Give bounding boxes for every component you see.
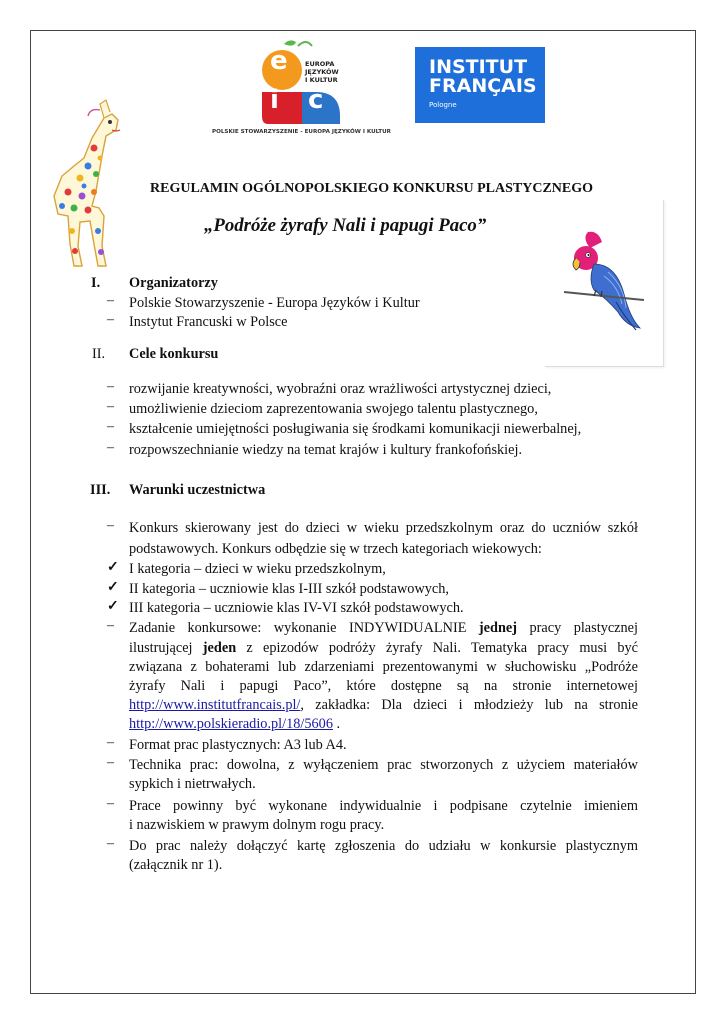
check-icon: ✓ <box>107 580 119 595</box>
category-1: I kategoria – dzieci w wieku przedszkolnym, <box>129 561 386 577</box>
section1-title: Organizatorzy <box>129 275 218 291</box>
p2-bold: jednej <box>478 620 518 636</box>
institut-line1: INSTITUT <box>429 56 528 78</box>
check-icon: ✓ <box>107 599 119 614</box>
section3-p2-line2 <box>129 638 638 658</box>
p2-text: ilustrującej <box>129 640 193 656</box>
section1-item-2: Instytut Francuski w Polsce <box>129 314 288 330</box>
list-dash: – <box>107 293 114 308</box>
p2-text: . <box>332 716 341 732</box>
section3-p2-line1 <box>129 618 638 638</box>
section2-number: II. <box>92 346 106 362</box>
institut-line3: Pologne <box>429 101 457 109</box>
list-dash: – <box>107 836 114 851</box>
document-title: „Podróże żyrafy Nali i papugi Paco” <box>204 215 487 236</box>
list-dash: – <box>107 518 114 533</box>
section3-p2-line3: związana z bohaterami lub zdarzeniami prezentowanymi w słuchowisku „Podróże <box>129 659 638 675</box>
section3-p4-line1: Technika prac: dowolna, z wyłączeniem prac stworzonych z użyciem materiałów <box>129 757 638 773</box>
list-dash: – <box>107 379 114 394</box>
p2-text: pracy plastycznej <box>529 620 638 636</box>
section3-p3: Format prac plastycznych: A3 lub A4. <box>129 737 347 753</box>
section3-number: III. <box>90 482 111 498</box>
institut-francais-link[interactable]: http://www.institutfrancais.pl/ <box>129 697 301 713</box>
list-dash: – <box>107 755 114 770</box>
section2-title: Cele konkursu <box>129 346 219 362</box>
eic-side-line-3: I KULTUR <box>305 76 338 84</box>
eic-letter-i: i <box>270 85 279 115</box>
section3-p4-line2: sypkich i nietrwałych. <box>129 776 256 792</box>
eic-side-line-1: EUROPA <box>305 60 335 68</box>
section3-p5-line1: Prace powinny być wykonane indywidualnie i podpisane czytelnie imieniem <box>129 798 638 814</box>
section3-p1-line2: podstawowych. Konkurs odbędzie się w trzech kategoriach wiekowych: <box>129 541 542 557</box>
section3-p2-line6 <box>129 714 340 734</box>
eic-letter-c: c <box>308 85 324 115</box>
list-dash: – <box>107 735 114 750</box>
section2-item-4: rozpowszechnianie wiedzy na temat krajów i kultury frankofońskiej. <box>129 442 523 458</box>
section3-p6-line1: Do prac należy dołączyć kartę zgłoszenia do udziału w konkursie plastycznym <box>129 838 638 854</box>
p2-text: Zadanie konkursowe: wykonanie INDYWIDUALNIE <box>129 620 467 636</box>
category-3: III kategoria – uczniowie klas IV-VI szkół podstawowych. <box>129 600 464 616</box>
list-dash: – <box>107 312 114 327</box>
section1-number: I. <box>91 275 101 291</box>
parrot-illustration <box>560 228 660 333</box>
section2-item-3: kształcenie umiejętności posługiwania się środkami komunikacji niewerbalnej, <box>129 421 582 437</box>
giraffe-illustration <box>44 96 144 271</box>
category-2: II kategoria – uczniowie klas I-III szkół podstawowych, <box>129 581 449 597</box>
p2-bold: jeden <box>202 640 237 656</box>
eic-side-line-2: JĘZYKÓW <box>305 68 339 76</box>
p2-text: , zakładka: Dla dzieci i młodzieży lub na stronie <box>300 697 638 713</box>
document-heading: REGULAMIN OGÓLNOPOLSKIEGO KONKURSU PLASTYCZNEGO <box>150 181 594 196</box>
institut-francais-logo <box>415 47 545 123</box>
institut-line2: FRANÇAIS <box>429 75 537 97</box>
eic-side-text <box>305 60 339 84</box>
section2-item-2: umożliwienie dzieciom zaprezentowania swojego talentu plastycznego, <box>129 401 538 417</box>
eic-letter-e: e <box>270 46 288 76</box>
section1-item-1: Polskie Stowarzyszenie - Europa Języków i Kultur <box>129 295 420 311</box>
section3-p5-line2: i nazwiskiem w prawym dolnym rogu pracy. <box>129 817 385 833</box>
section3-p2-line5 <box>129 695 638 715</box>
p2-text: z epizodów podróży żyrafy Nali. Tematyka pracy musi być <box>246 640 639 656</box>
section3-p2-line4: żyrafy Nali i papugi Paco”, które dostępne są na stronie internetowej <box>129 678 638 694</box>
section3-p1-line1: Konkurs skierowany jest do dzieci w wieku przedszkolnym oraz do uczniów szkół <box>129 520 638 536</box>
list-dash: – <box>107 399 114 414</box>
section3-p6-line2: (załącznik nr 1). <box>129 857 223 873</box>
section2-item-1: rozwijanie kreatywności, wyobraźni oraz wrażliwości artystycznej dzieci, <box>129 381 552 397</box>
polskie-radio-link[interactable]: http://www.polskieradio.pl/18/5606 <box>129 716 333 732</box>
eic-caption: POLSKIE STOWARZYSZENIE - EUROPA JĘZYKÓW I KULTUR <box>212 129 391 135</box>
list-dash: – <box>107 419 114 434</box>
section3-title: Warunki uczestnictwa <box>129 482 266 498</box>
check-icon: ✓ <box>107 560 119 575</box>
list-dash: – <box>107 618 114 633</box>
list-dash: – <box>107 796 114 811</box>
list-dash: – <box>107 440 114 455</box>
